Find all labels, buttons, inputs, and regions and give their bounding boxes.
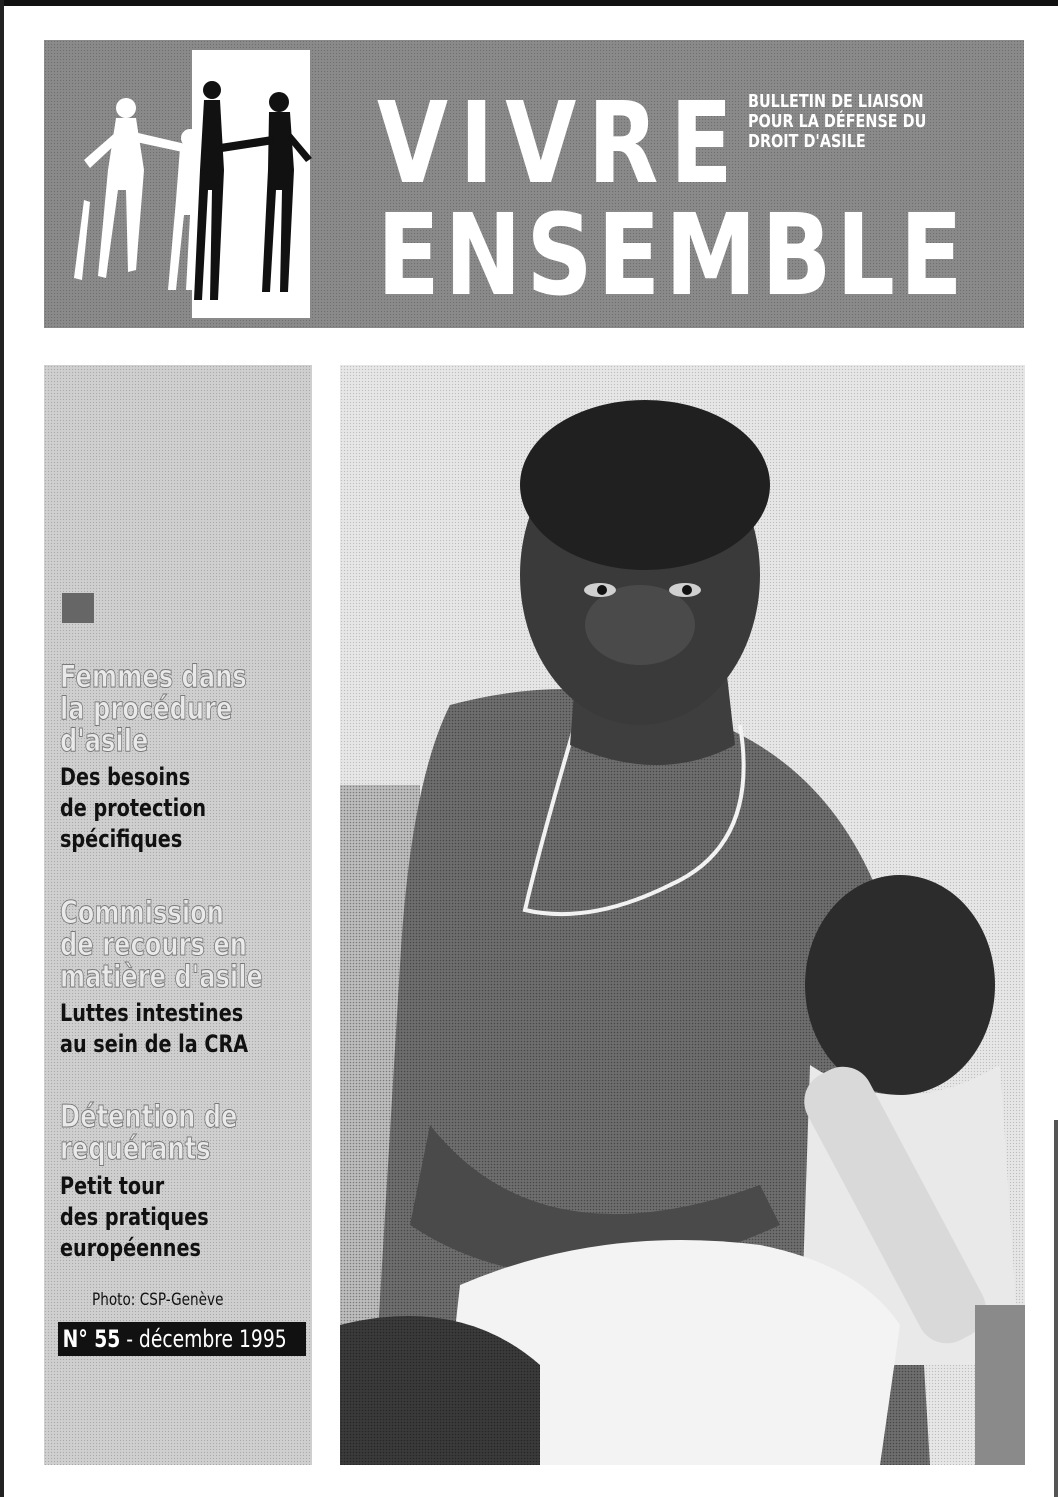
subhead-line: au sein de la CRA bbox=[60, 1030, 249, 1058]
logo-figures-icon bbox=[44, 40, 344, 328]
subhead-line: Petit tour bbox=[60, 1172, 165, 1200]
title-vivre: VIVRE bbox=[377, 79, 745, 209]
subhead-line: Des besoins bbox=[60, 763, 191, 791]
title-ensemble: ENSEMBLE bbox=[377, 191, 968, 321]
headline-line: Commission bbox=[60, 895, 224, 931]
headline-line: Détention de bbox=[60, 1099, 238, 1135]
subhead-line: spécifiques bbox=[60, 825, 183, 853]
subhead-line: Luttes intestines bbox=[60, 999, 244, 1027]
subhead-line: européennes bbox=[60, 1234, 201, 1262]
article-1-headline[interactable] bbox=[60, 661, 317, 757]
headline-line: de recours en bbox=[60, 927, 247, 963]
headline-line: matière d'asile bbox=[60, 959, 263, 995]
article-2-subhead[interactable] bbox=[60, 998, 324, 1060]
subhead-line: de protection bbox=[60, 794, 207, 822]
headline-line: d'asile bbox=[60, 723, 149, 759]
page-border-top bbox=[0, 0, 1058, 6]
subtitle-line: BULLETIN DE LIAISON bbox=[748, 91, 924, 112]
page-border-left bbox=[0, 0, 4, 1497]
photo-credit: Photo: CSP-Genève bbox=[92, 1290, 224, 1310]
headline-line: requérants bbox=[60, 1131, 211, 1167]
issue-date: décembre 1995 bbox=[138, 1325, 287, 1353]
subtitle-line: DROIT D'ASILE bbox=[748, 131, 866, 152]
headline-line: la procédure bbox=[60, 691, 233, 727]
headline-line: Femmes dans bbox=[60, 659, 247, 695]
mother-child-illustration bbox=[340, 365, 1025, 1465]
issue-number: N° 55 bbox=[62, 1325, 121, 1353]
article-2-headline[interactable] bbox=[60, 897, 317, 993]
article-3-subhead[interactable] bbox=[60, 1171, 324, 1264]
issue-separator: - bbox=[120, 1325, 139, 1353]
page-edge-mark bbox=[1054, 1120, 1058, 1497]
issue-label bbox=[58, 1322, 306, 1356]
article-3-headline[interactable] bbox=[60, 1101, 317, 1165]
article-1-subhead[interactable] bbox=[60, 762, 324, 855]
subhead-line: des pratiques bbox=[60, 1203, 209, 1231]
square-bullet-icon bbox=[62, 593, 94, 623]
masthead bbox=[44, 40, 1024, 328]
subtitle-line: POUR LA DÉFENSE DU bbox=[748, 111, 927, 132]
cover-photo bbox=[340, 365, 1025, 1465]
masthead-subtitle bbox=[748, 92, 988, 152]
